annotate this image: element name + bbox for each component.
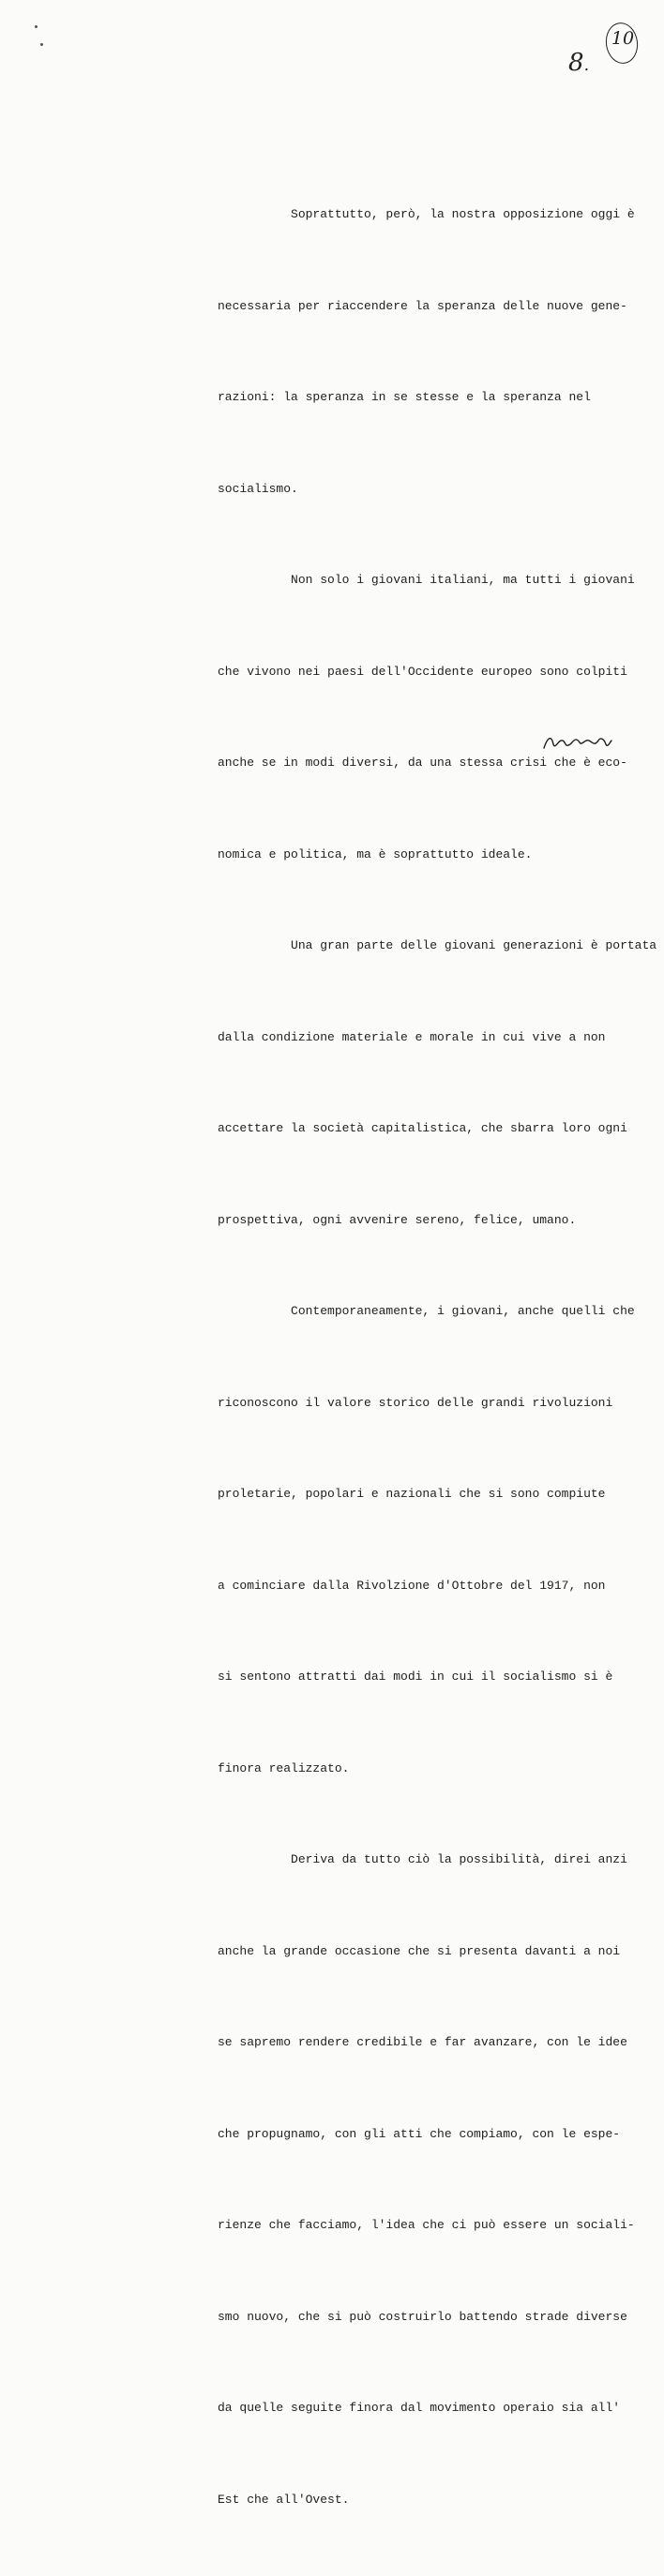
text-line: riconoscono il valore storico delle grandi rivoluzioni [218, 1395, 613, 1410]
text-line: Non solo i giovani italiani, ma tutti i giovani [218, 573, 635, 587]
text-line: a cominciare dalla Rivolzione d'Ottobre del 1917, non [218, 1578, 606, 1593]
text-line: smo nuovo, che si può costruirlo battendo strade diverse [218, 2309, 627, 2324]
text-line: socialismo. [218, 481, 298, 496]
text-line: che propugnamo, con gli atti che compiamo, con le espe- [218, 2126, 621, 2141]
text-line: anche la grande occasione che si presenta davanti a noi [218, 1943, 621, 1958]
archive-page-number: 10 [611, 28, 635, 49]
text-line: accettare la società capitalistica, che sbarra loro ogni [218, 1121, 627, 1135]
handwritten-correction [542, 731, 613, 754]
text-line: Deriva da tutto ciò la possibilità, direi anzi [218, 1852, 627, 1866]
text-line: Soprattutto, però, la nostra opposizione oggi è [218, 207, 635, 221]
text-line: se sapremo rendere credibile e far avanzare, con le idee [218, 2035, 627, 2049]
text-line: proletarie, popolari e nazionali che si sono compiute [218, 1487, 606, 1501]
typewritten-body [218, 139, 657, 2576]
handwritten-page-number: 8. [568, 49, 590, 77]
text-line: dalla condizione materiale e morale in cui vive a non [218, 1029, 606, 1044]
text-line: necessaria per riaccendere la speranza delle nuove gene- [218, 298, 627, 313]
text-line: Contemporaneamente, i giovani, anche quelli che [218, 1304, 635, 1318]
text-line: si sentono attratti dai modi in cui il socialismo si è [218, 1670, 613, 1684]
text-line: da quelle seguite finora dal movimento operaio sia all' [218, 2401, 621, 2415]
ink-speck [35, 25, 38, 28]
text-line: finora realizzato. [218, 1760, 350, 1775]
text-line: anche se in modi diversi, da una stessa crisi che è eco- [218, 756, 627, 770]
text-line: Una gran parte delle giovani generazioni è portata [218, 938, 657, 952]
ink-speck [40, 43, 43, 46]
text-line: che vivono nei paesi dell'Occidente europeo sono colpiti [218, 664, 627, 679]
text-line: nomica e politica, ma è soprattutto ideale. [218, 846, 533, 861]
text-line: rienze che facciamo, l'idea che ci può essere un sociali- [218, 2218, 635, 2232]
text-line: razioni: la speranza in se stesse e la speranza nel [218, 390, 591, 404]
text-line: prospettiva, ogni avvenire sereno, felice, umano. [218, 1212, 577, 1227]
text-line: Est che all'Ovest. [218, 2492, 350, 2507]
